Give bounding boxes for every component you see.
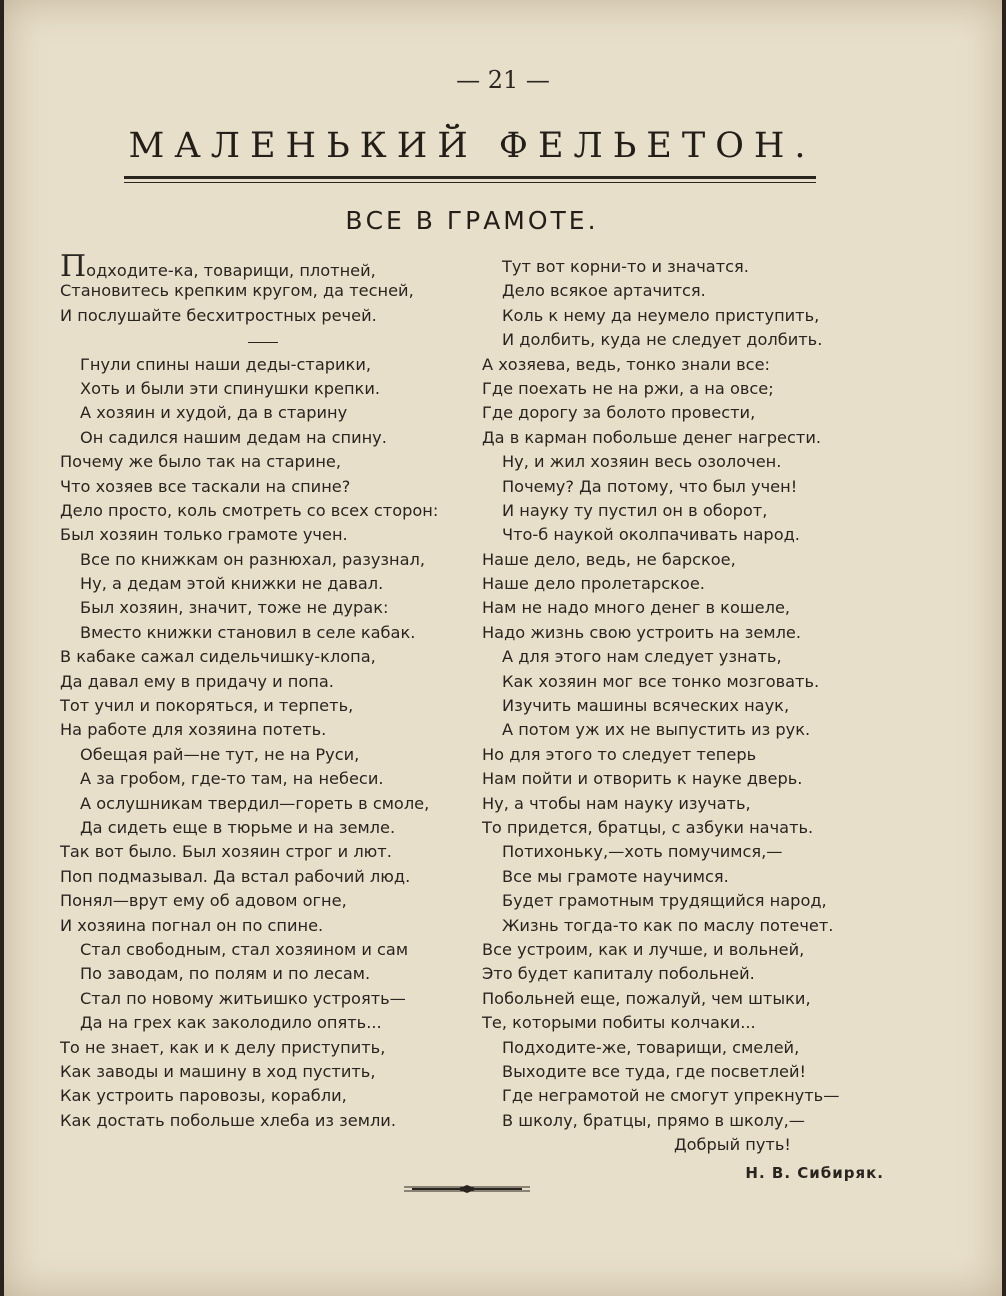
- poem-line: И хозяина погнал он по спине.: [60, 915, 324, 935]
- poem-line: Как устроить паровозы, корабли,: [60, 1086, 347, 1106]
- poem-line: По заводам, по полям и по лесам.: [80, 964, 371, 984]
- poem-line: А за гробом, где-то там, на небеси.: [80, 769, 384, 789]
- poem-line: Как достать побольше хлеба из земли.: [60, 1110, 396, 1130]
- poem-line: Где неграмотой не смогут упрекнуть—: [502, 1086, 840, 1106]
- poem-line: Он садился нашим дедам на спину.: [80, 427, 387, 447]
- poem-line: А хозяин и худой, да в старину: [80, 403, 348, 423]
- poem-line: Стал свободным, стал хозяином и сам: [80, 939, 409, 959]
- poem-line: Да сидеть еще в тюрьме и на земле.: [80, 817, 396, 837]
- poem-line: Будет грамотным трудящийся народ,: [502, 891, 827, 911]
- magazine-page: [4, 0, 1002, 1296]
- poem-line: Гнули спины наши деды-старики,: [80, 354, 371, 374]
- poem-line: Выходите все туда, где посветлей!: [502, 1061, 807, 1081]
- poem-line: И долбить, куда не следует долбить.: [502, 330, 823, 350]
- poem-line: А хозяева, ведь, тонко знали все:: [482, 354, 770, 374]
- poem-line: Да на грех как заколодило опять...: [80, 1013, 382, 1033]
- poem-line: То не знает, как и к делу приступить,: [60, 1037, 386, 1057]
- poem-line: А ослушникам твердил—гореть в смоле,: [80, 793, 430, 813]
- poem-line: Тут вот корни-то и значатся.: [502, 257, 749, 276]
- article-title: ВСЕ В ГРАМОТЕ.: [345, 206, 599, 235]
- poem-line: Дело всякое артачится.: [502, 281, 706, 301]
- poem-line: Ну, а чтобы нам науку изучать,: [482, 793, 751, 813]
- poem-line: Ну, и жил хозяин весь озолочен.: [502, 452, 782, 472]
- poem-line: Вместо книжки становил в селе кабак.: [80, 622, 416, 642]
- poem-line: Жизнь тогда-то как по маслу потечет.: [502, 915, 834, 935]
- poem-line: В кабаке сажал сидельчишку-клопа,: [60, 647, 376, 667]
- poem-line: Все мы грамоте научимся.: [502, 866, 729, 886]
- poem-line: Дело просто, коль смотреть со всех сторон:: [60, 500, 439, 520]
- poem-line-rest: одходите-ка, товарищи, плотней,: [86, 261, 376, 280]
- poem-line: Почему? Да потому, что был учен!: [502, 476, 798, 496]
- poem-line: Что-б наукой околпачивать народ.: [502, 525, 800, 545]
- drop-cap: П: [60, 249, 87, 284]
- poem-line: Добрый путь!: [674, 1135, 791, 1155]
- poem-line: Но для этого то следует теперь: [482, 744, 757, 764]
- poem-left-column: [60, 249, 468, 1133]
- poem-line: Понял—врут ему об адовом огне,: [60, 891, 347, 911]
- page-number: — 21 —: [456, 66, 550, 94]
- poem-line: И науку ту пустил он в оборот,: [502, 500, 768, 520]
- poem-line: Как хозяин мог все тонко мозговать.: [502, 671, 820, 691]
- poem-line: Нам не надо много денег в кошеле,: [482, 598, 791, 618]
- poem-line: Ну, а дедам этой книжки не давал.: [80, 574, 384, 594]
- poem-line: Так вот было. Был хозяин строг и лют.: [60, 842, 392, 862]
- poem-line: Где дорогу за болото провести,: [482, 403, 756, 423]
- poem-line: И послушайте бесхитростных речей.: [60, 305, 377, 325]
- poem-line: Был хозяин только грамоте учен.: [60, 525, 348, 545]
- title-rule-thick: [124, 176, 816, 179]
- poem-line: Изучить машины всяческих наук,: [502, 696, 790, 716]
- poem-line: Почему же было так на старине,: [60, 452, 342, 472]
- poem-line: Это будет капиталу побольней.: [482, 964, 755, 984]
- section-title: МАЛЕНЬКИЙ ФЕЛЬЕТОН.: [128, 126, 816, 166]
- poem-line: На работе для хозяина потеть.: [60, 720, 327, 740]
- poem-line: Был хозяин, значит, тоже не дурак:: [80, 598, 389, 618]
- poem-line: Те, которыми побиты колчаки...: [482, 1013, 756, 1033]
- poem-line: Все устроим, как и лучше, и вольней,: [482, 939, 805, 959]
- poem-line: Надо жизнь свою устроить на земле.: [482, 622, 802, 642]
- poem-line: Поп подмазывал. Да встал рабочий люд.: [60, 866, 411, 886]
- poem-line: Обещая рай—не тут, не на Руси,: [80, 744, 360, 764]
- poem-line: Подходите-же, товарищи, смелей,: [502, 1037, 800, 1057]
- poem-line: Побольней еще, пожалуй, чем штыки,: [482, 988, 811, 1008]
- poem-line: Коль к нему да неумело приступить,: [502, 305, 820, 325]
- poem-line: Наше дело пролетарское.: [482, 574, 705, 594]
- poem-line: Как заводы и машину в ход пустить,: [60, 1061, 376, 1081]
- poem-line: [60, 249, 468, 284]
- end-ornament: [402, 1182, 532, 1196]
- poem-line: Потихоньку,—хоть помучимся,—: [502, 842, 783, 862]
- stanza-separator: [60, 328, 468, 352]
- poem-line: Где поехать не на ржи, а на овсе;: [482, 378, 774, 398]
- poem-line: То придется, братцы, с азбуки начать.: [482, 817, 814, 837]
- author-signature: Н. В. Сибиряк.: [745, 1164, 884, 1182]
- poem-line: Становитесь крепким кругом, да тесней,: [60, 281, 414, 301]
- title-rule-thin: [124, 182, 816, 183]
- poem-line: А потом уж их не выпустить из рук.: [502, 720, 811, 740]
- poem-line: Что хозяев все таскали на спине?: [60, 476, 351, 496]
- poem-line: Тот учил и покоряться, и терпеть,: [60, 696, 354, 716]
- poem-line: Нам пойти и отворить к науке дверь.: [482, 769, 803, 789]
- poem-line: В школу, братцы, прямо в школу,—: [502, 1110, 805, 1130]
- poem-line: Хоть и были эти спинушки крепки.: [80, 378, 380, 398]
- poem-line: Да давал ему в придачу и попа.: [60, 671, 334, 691]
- poem-line: Все по книжкам он разнюхал, разузнал,: [80, 549, 426, 569]
- poem-line: Да в карман побольше денег нагрести.: [482, 427, 821, 447]
- poem-line: А для этого нам следует узнать,: [502, 647, 782, 667]
- poem-line: Наше дело, ведь, не барское,: [482, 549, 736, 569]
- poem-right-column: [482, 255, 892, 1157]
- poem-line: Стал по новому житьишко устроять—: [80, 988, 406, 1008]
